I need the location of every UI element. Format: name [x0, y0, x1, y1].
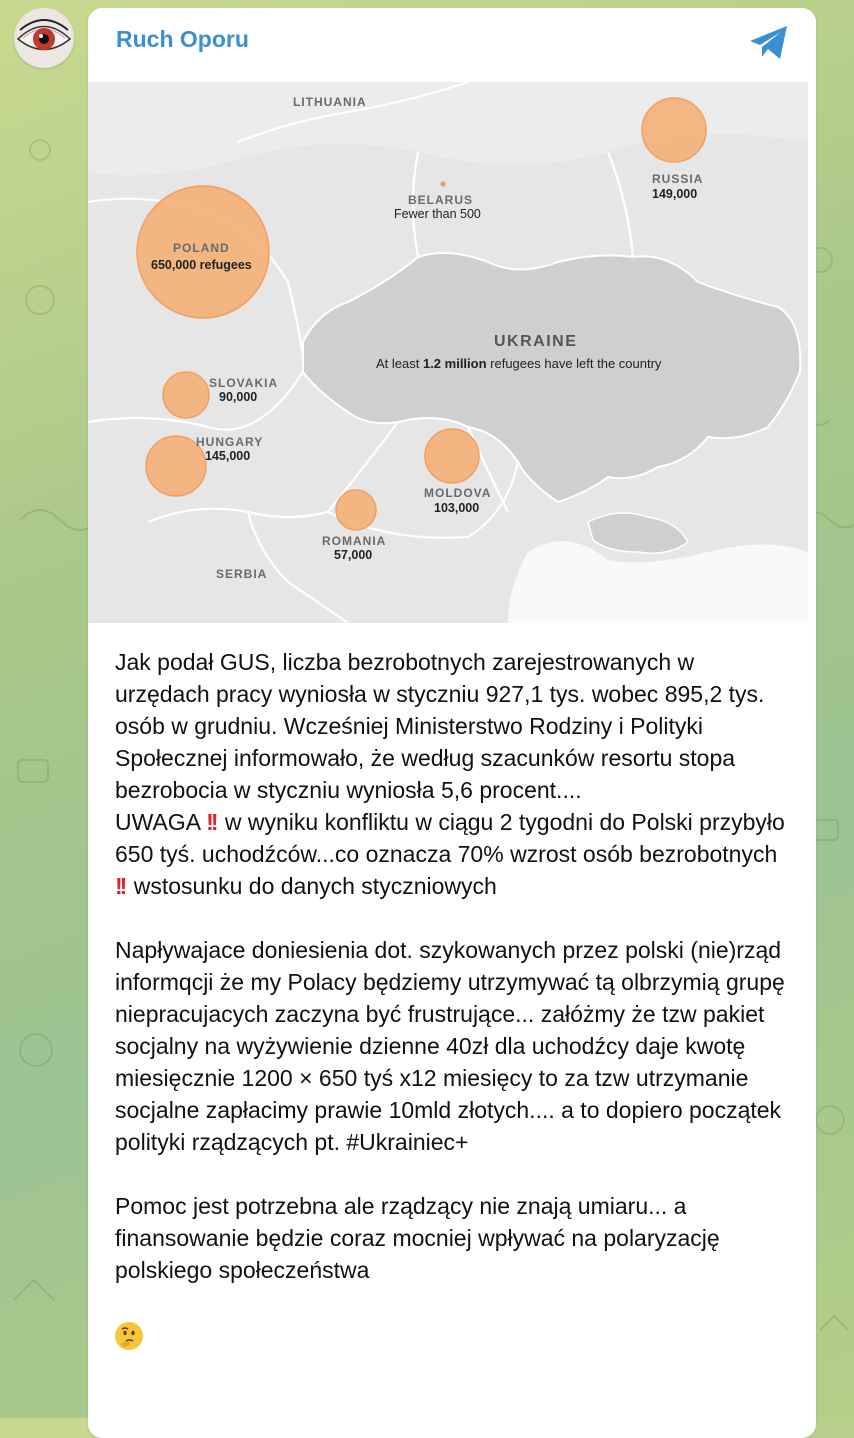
value-moldova: 103,000 [434, 501, 480, 515]
label-poland: POLAND [173, 241, 230, 255]
label-moldova: MOLDOVA [424, 486, 492, 500]
label-romania: ROMANIA [322, 534, 387, 548]
value-poland: 650,000 refugees [151, 258, 252, 272]
double-exclamation-icon: !! [206, 809, 216, 835]
message-bubble [88, 8, 816, 1438]
eye-icon [14, 8, 74, 68]
channel-name[interactable]: Ruch Oporu [116, 26, 249, 52]
label-lithuania: LITHUANIA [293, 95, 367, 109]
value-romania: 57,000 [334, 548, 373, 562]
message-paragraph-1: Jak podał GUS, liczba bezrobotnych zarejestrowanych w urzędach pracy wyniosła w styczniu 927,1 tys. wobec 895,2 tys. osób w grudniu. Wcześniej Ministerstwo Rodziny i Polityki Społecznej informowało, że według szacunków resortu stopa bezrobocia w styczniu wyniosła 5,6 procent.... [115, 649, 765, 803]
thinking-face-emoji [115, 1322, 143, 1350]
label-belarus: BELARUS [408, 193, 474, 207]
message-text [115, 646, 795, 1350]
telegram-share-icon[interactable] [748, 24, 790, 62]
ukraine-note: At least 1.2 million refugees have left the country [376, 356, 662, 371]
label-hungary: HUNGARY [196, 435, 264, 449]
message-paragraph-2: UWAGA !! w wyniku konfliktu w ciągu 2 tygodni do Polski przybyło 650 tyś. uchodźców...co oznacza 70% wzrost osób bezrobotnych !! wstosunku do danych styczniowych [115, 809, 785, 899]
romania-circle [336, 490, 376, 530]
slovakia-circle [163, 372, 209, 418]
value-russia: 149,000 [652, 187, 698, 201]
label-serbia: SERBIA [216, 567, 268, 581]
value-belarus: Fewer than 500 [394, 207, 481, 221]
message-paragraph-3: Napływajace doniesienia dot. szykowanych przez polski (nie)rząd informqcji że my Polacy będziemy utrzymywać tą olbrzymią grupę niepracujacych zaczyna być frustrujące... załóżmy że tzw pakiet socjalny na wyżywienie dzienne 40zł dla uchodźcy daje kwotę miesięcznie 1200 × 650 tyś x12 miesięcy to za tzw utrzymanie socjalne zapłacimy prawie 10mld złotych.... a to dopiero początek polityki rządzących pt. #Ukrainiec+ [115, 937, 785, 1155]
value-slovakia: 90,000 [219, 390, 258, 404]
label-russia: RUSSIA [652, 172, 704, 186]
moldova-circle [425, 429, 479, 483]
refugee-map-image [88, 82, 808, 623]
label-slovakia: SLOVAKIA [209, 376, 279, 390]
russia-circle [642, 98, 706, 162]
channel-avatar[interactable] [14, 8, 74, 68]
message-paragraph-4: Pomoc jest potrzebna ale rządzący nie znają umiaru... a finansowanie będzie coraz mocniej wpływać na polaryzację polskiego społeczeństwa [115, 1193, 720, 1283]
value-hungary: 145,000 [205, 449, 251, 463]
label-ukraine: UKRAINE [494, 333, 578, 350]
double-exclamation-icon: !! [115, 873, 125, 899]
